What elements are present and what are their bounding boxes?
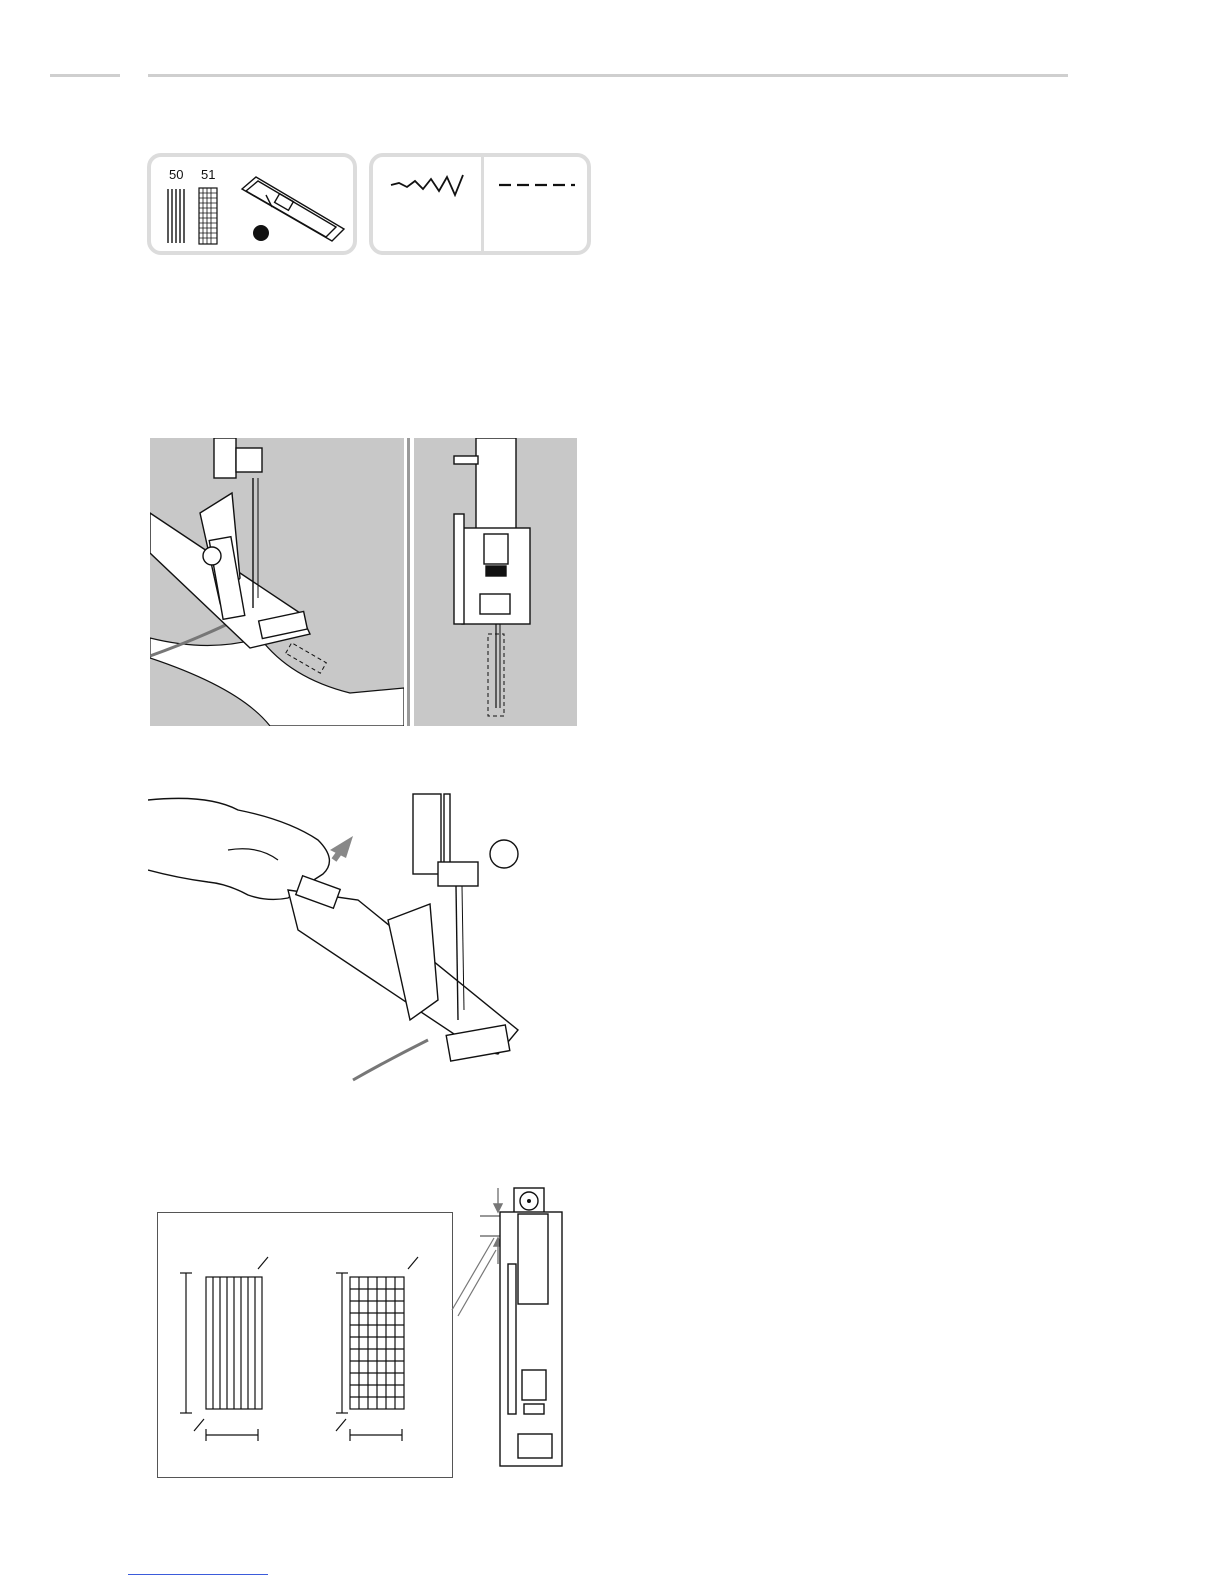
footer-link-underline[interactable] — [128, 1574, 268, 1575]
stitch-50-icon — [165, 187, 189, 245]
buttonhole-size-diagram — [157, 1212, 453, 1478]
header-rule-long — [148, 74, 1068, 77]
stitch-selection-panel — [147, 153, 357, 255]
dashed-line-icon — [497, 181, 577, 189]
buttonhole-foot-plate-diagram — [478, 1184, 568, 1470]
figure-1-divider — [407, 438, 410, 726]
panel-divider — [481, 157, 484, 251]
stitch-settings-panel — [369, 153, 591, 255]
zigzag-stitch-icon — [389, 173, 469, 197]
stitch-number-50: 50 — [169, 167, 184, 182]
hand-pulling-button-holder-illustration — [148, 790, 538, 1090]
buttonhole-size-diagram-drawing — [158, 1213, 451, 1476]
header-rule-short — [50, 74, 120, 77]
stitch-51-icon — [198, 187, 218, 245]
buttonhole-foot-top-view-illustration — [414, 438, 577, 726]
stitch-number-51: 51 — [201, 167, 216, 182]
buttonhole-foot-on-fabric-illustration — [150, 438, 404, 726]
buttonhole-foot-icon — [236, 171, 348, 247]
